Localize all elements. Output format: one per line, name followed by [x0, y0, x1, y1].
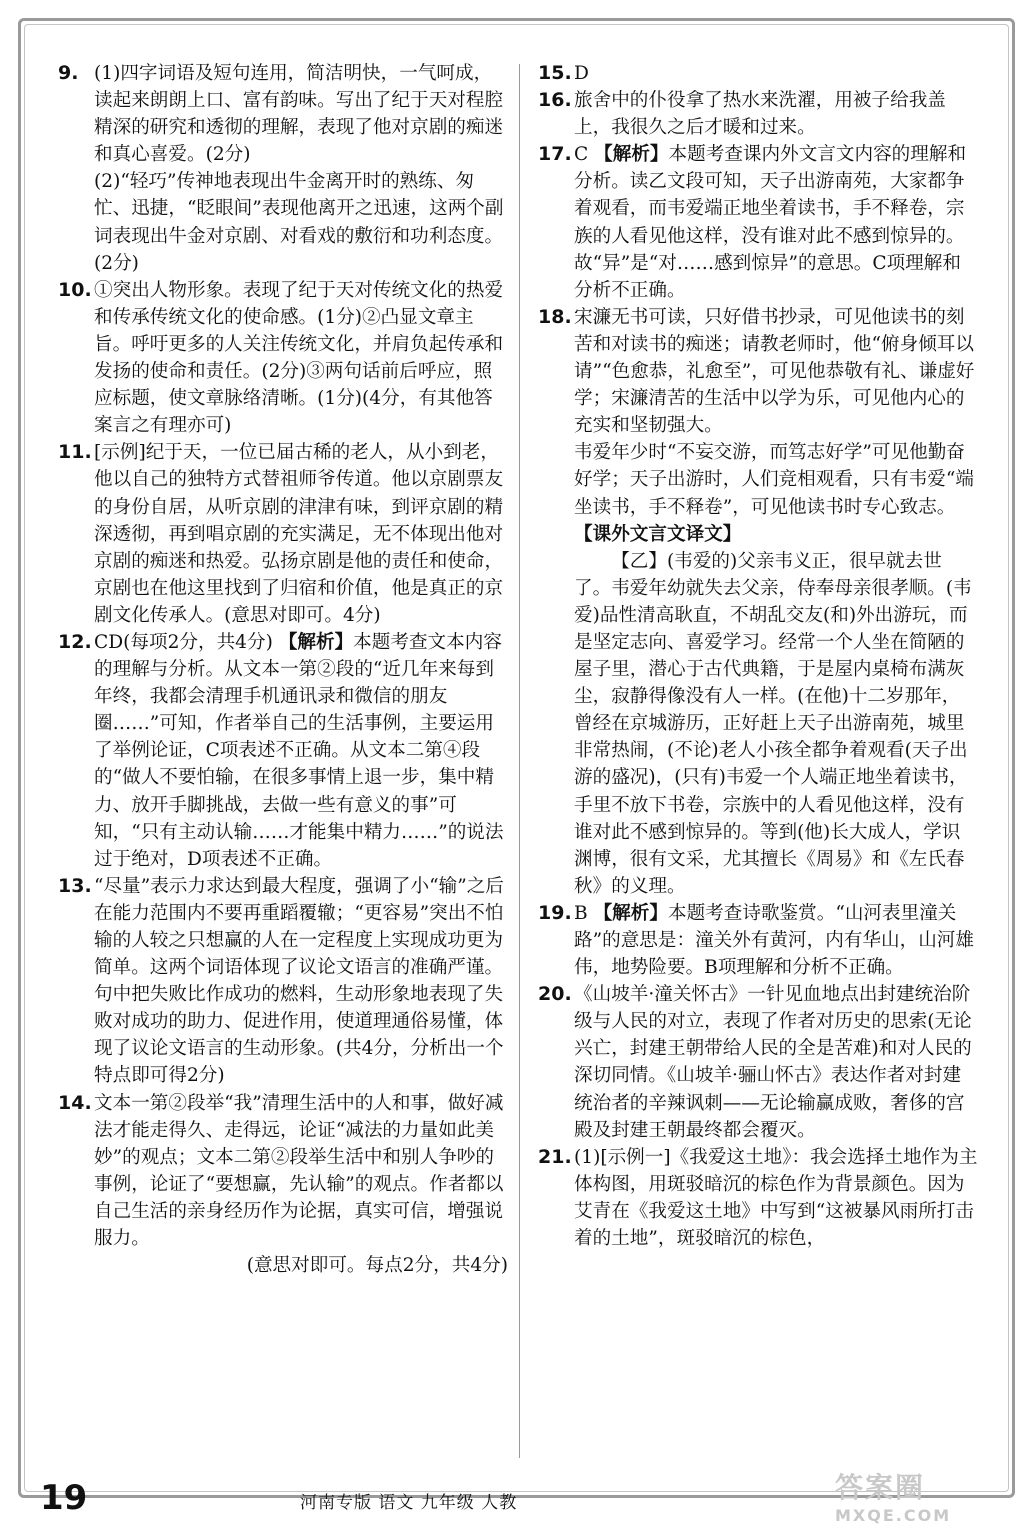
answer-item	[538, 60, 978, 87]
answer-item	[538, 1144, 978, 1252]
translation-text: 【乙】(韦爱的)父亲韦义正，很早就去世了。韦爱年幼就失去父亲，侍奉母亲很孝顺。(韦爱)品性清高耿直，不胡乱交友(和)外出游玩，而是坚定志向、喜爱学习。经常一个人坐在简陋的屋子里，潜心于古代典籍，于是屋内桌椅布满灰尘，寂静得像没有人一样。(在他)十二岁那年，曾经在京城游历，正好赶上天子出游南苑，城里非常热闹，(不论)老人小孩全都争着观看(天子出游的盛况)，(只有)韦爱一个人端正地坐着读书，手里不放下书卷，宗族中的人看见他这样，没有谁对此不感到惊异的。等到(他)长大成人，学识渊博，很有文采，尤其擅长《周易》和《左氏春秋》的义理。	[574, 550, 972, 897]
answer-item	[58, 60, 508, 277]
answer-text: (2)“轻巧”传神地表现出牛金离开时的熟练、匆忙、迅捷，“眨眼间”表现他离开之迅速，这两个副词表现出牛金对京剧、对看戏的敷衍和功利态度。(2分)	[94, 171, 504, 274]
answer-choice: B	[574, 902, 594, 924]
answer-number: 16.	[538, 89, 572, 112]
answer-choice: C	[574, 144, 595, 166]
right-column	[538, 60, 978, 1252]
answer-number: 18.	[538, 305, 572, 328]
answer-item	[58, 439, 508, 629]
answer-number: 19.	[538, 901, 572, 924]
page-number: 19	[40, 1478, 88, 1518]
answer-item	[538, 981, 978, 1144]
answer-number: 12.	[58, 630, 92, 653]
footer-edition: 河南专版 语文 九年级 人教	[300, 1493, 518, 1513]
answer-number: 20.	[538, 983, 572, 1006]
answer-text: (1)[示例一]《我爱这土地》：我会选择土地作为主体构图，用斑驳暗沉的棕色作为背景颜色。因为艾青在《我爱这土地》中写到“这被暴风雨所打击着的土地”，斑驳暗沉的棕色，	[574, 1146, 978, 1250]
answer-choice: CD(每项2分，共4分)	[94, 631, 279, 653]
section-heading: 【课外文言文译文】	[574, 523, 742, 545]
answer-text: 本题考查文本内容的理解与分析。从文本一第②段的“近几年来每到年终，我都会清理手机通讯录和微信的朋友圈……”可知，作者举自己的生活事例，主要运用了举例论证，C项表述不正确。从文本二第④段的“做人不要怕输，在很多事情上退一步，集中精力、放开手脚挑战，去做一些有意义的事”可知，“只有主动认输……才能集中精力……”的说法过于绝对，D项表述不正确。	[94, 631, 504, 870]
answer-text: 本题考查诗歌鉴赏。“山河表里潼关路”的意思是：潼关外有黄河，内有华山，山河雄伟，地势险要。B项理解和分析不正确。	[574, 902, 974, 979]
answer-first-line	[574, 900, 978, 981]
answer-text: (1)四字词语及短句连用，简洁明快，一气呵成，读起来朗朗上口、富有韵味。写出了纪于天对程腔精深的研究和透彻的理解，表现了他对京剧的痴迷和真心喜爱。(2分)	[94, 63, 504, 166]
left-column	[58, 60, 508, 1279]
answer-number: 14.	[58, 1091, 92, 1114]
watermark-logo-text: 答案圈	[835, 1471, 926, 1504]
answer-text: “尽量”表示力求达到最大程度，强调了小“输”之后在能力范围内不要再重蹈覆辙；“更容易”突出不怕输的人较之只想赢的人在一定程度上实现成功更为简单。这两个词语体现了议论文语言的准确严谨。句中把失败比作成功的燃料，生动形象地表现了失败对成功的助力、促进作用，使道理通俗易懂，体现了议论文语言的生动形象。(共4分，分析出一个特点即可得2分)	[94, 875, 504, 1087]
answer-item	[538, 141, 978, 304]
answer-number: 15.	[538, 62, 572, 84]
answer-text: 旅舍中的仆役拿了热水来洗濯，用被子给我盖上，我很久之后才暖和过来。	[574, 90, 946, 139]
answer-number: 21.	[538, 1145, 572, 1168]
answer-number: 13.	[58, 874, 92, 897]
answer-text: ①突出人物形象。表现了纪于天对传统文化的热爱和传承传统文化的使命感。(1分)②凸显文章主旨。呼吁更多的人关注传统文化，并肩负起传承和发扬的使命和责任。(2分)③两句话前后呼应，照应标题，使文章脉络清晰。(1分)(4分，有其他答案言之有理亦可)	[94, 279, 504, 437]
answer-item	[58, 1090, 508, 1280]
answer-number: 11.	[58, 441, 92, 464]
answer-first-line	[94, 629, 508, 873]
answer-text: 《山坡羊·潼关怀古》一针见血地点出封建统治阶级与人民的对立，表现了作者对历史的思索(无论兴亡，封建王朝带给人民的全是苦难)和对人民的深切同情。《山坡羊·骊山怀古》表达作者对封建统治者的辛辣讽刺——无论输赢成败，奢侈的宫殿及封建王朝最终都会覆灭。	[574, 984, 972, 1141]
answer-item	[58, 629, 508, 873]
answer-item	[538, 87, 978, 141]
answer-number: 9.	[58, 62, 79, 84]
answer-text: 文本一第②段举“我”清理生活中的人和事，做好减法才能走得久、走得远，论证“减法的力量如此美妙”的观点；文本二第②段举生活中和别人争吵的事例，论证了“要想赢，先认输”的观点。作者都以自己生活的亲身经历作为论据，真实可信，增强说服力。	[94, 1092, 504, 1250]
watermark	[835, 1466, 1015, 1528]
answer-number: 17.	[538, 143, 572, 166]
analysis-tag: 【解析】	[594, 144, 669, 166]
analysis-tag: 【解析】	[593, 902, 668, 924]
answer-text: 宋濂无书可读，只好借书抄录，可见他读书的刻苦和对读书的痴迷；请教老师时，他“俯身倾耳以请”“色愈恭，礼愈至”，可见他恭敬有礼、谦虚好学；宋濂清苦的生活中以学为乐，可见他内心的充实和坚韧强大。	[574, 306, 975, 437]
answer-text: D	[574, 63, 589, 84]
watermark-url: MXQE.COM	[835, 1506, 952, 1525]
answer-first-line	[574, 141, 978, 304]
answer-text: 本题考查课内外文言文内容的理解和分析。读乙文段可知，天子出游南苑，大家都争着观看，而韦爱端正地坐着读书，手不释卷，宗族的人看见他这样，没有谁对此不感到惊异的。故“异”是“对……感到惊异”的意思。C项理解和分析不正确。	[574, 144, 967, 301]
answer-item	[538, 900, 978, 981]
answer-text: 韦爱年少时“不妄交游，而笃志好学”可见他勤奋好学；天子出游时，人们竞相观看，只有韦爱“端坐读书，手不释卷”，可见他读书时专心致志。	[574, 442, 974, 518]
answer-text: [示例]纪于天，一位已届古稀的老人，从小到老，他以自己的独特方式替祖师爷传道。他以京剧票友的身份自居，从听京剧的津津有味，到评京剧的精深透彻，再到唱京剧的充实满足，无不体现出他对京剧的痴迷和热爱。弘扬京剧是他的责任和使命，京剧也在他这里找到了归宿和价值，他是真正的京剧文化传承人。(意思对即可。4分)	[94, 442, 504, 626]
answer-item	[58, 873, 508, 1090]
scoring-note: (意思对即可。每点2分，共4分)	[246, 1255, 508, 1277]
answer-item	[58, 277, 508, 440]
answer-item	[538, 304, 978, 900]
analysis-tag: 【解析】	[278, 631, 354, 653]
column-divider	[519, 64, 520, 1458]
answer-number: 10.	[58, 278, 92, 301]
